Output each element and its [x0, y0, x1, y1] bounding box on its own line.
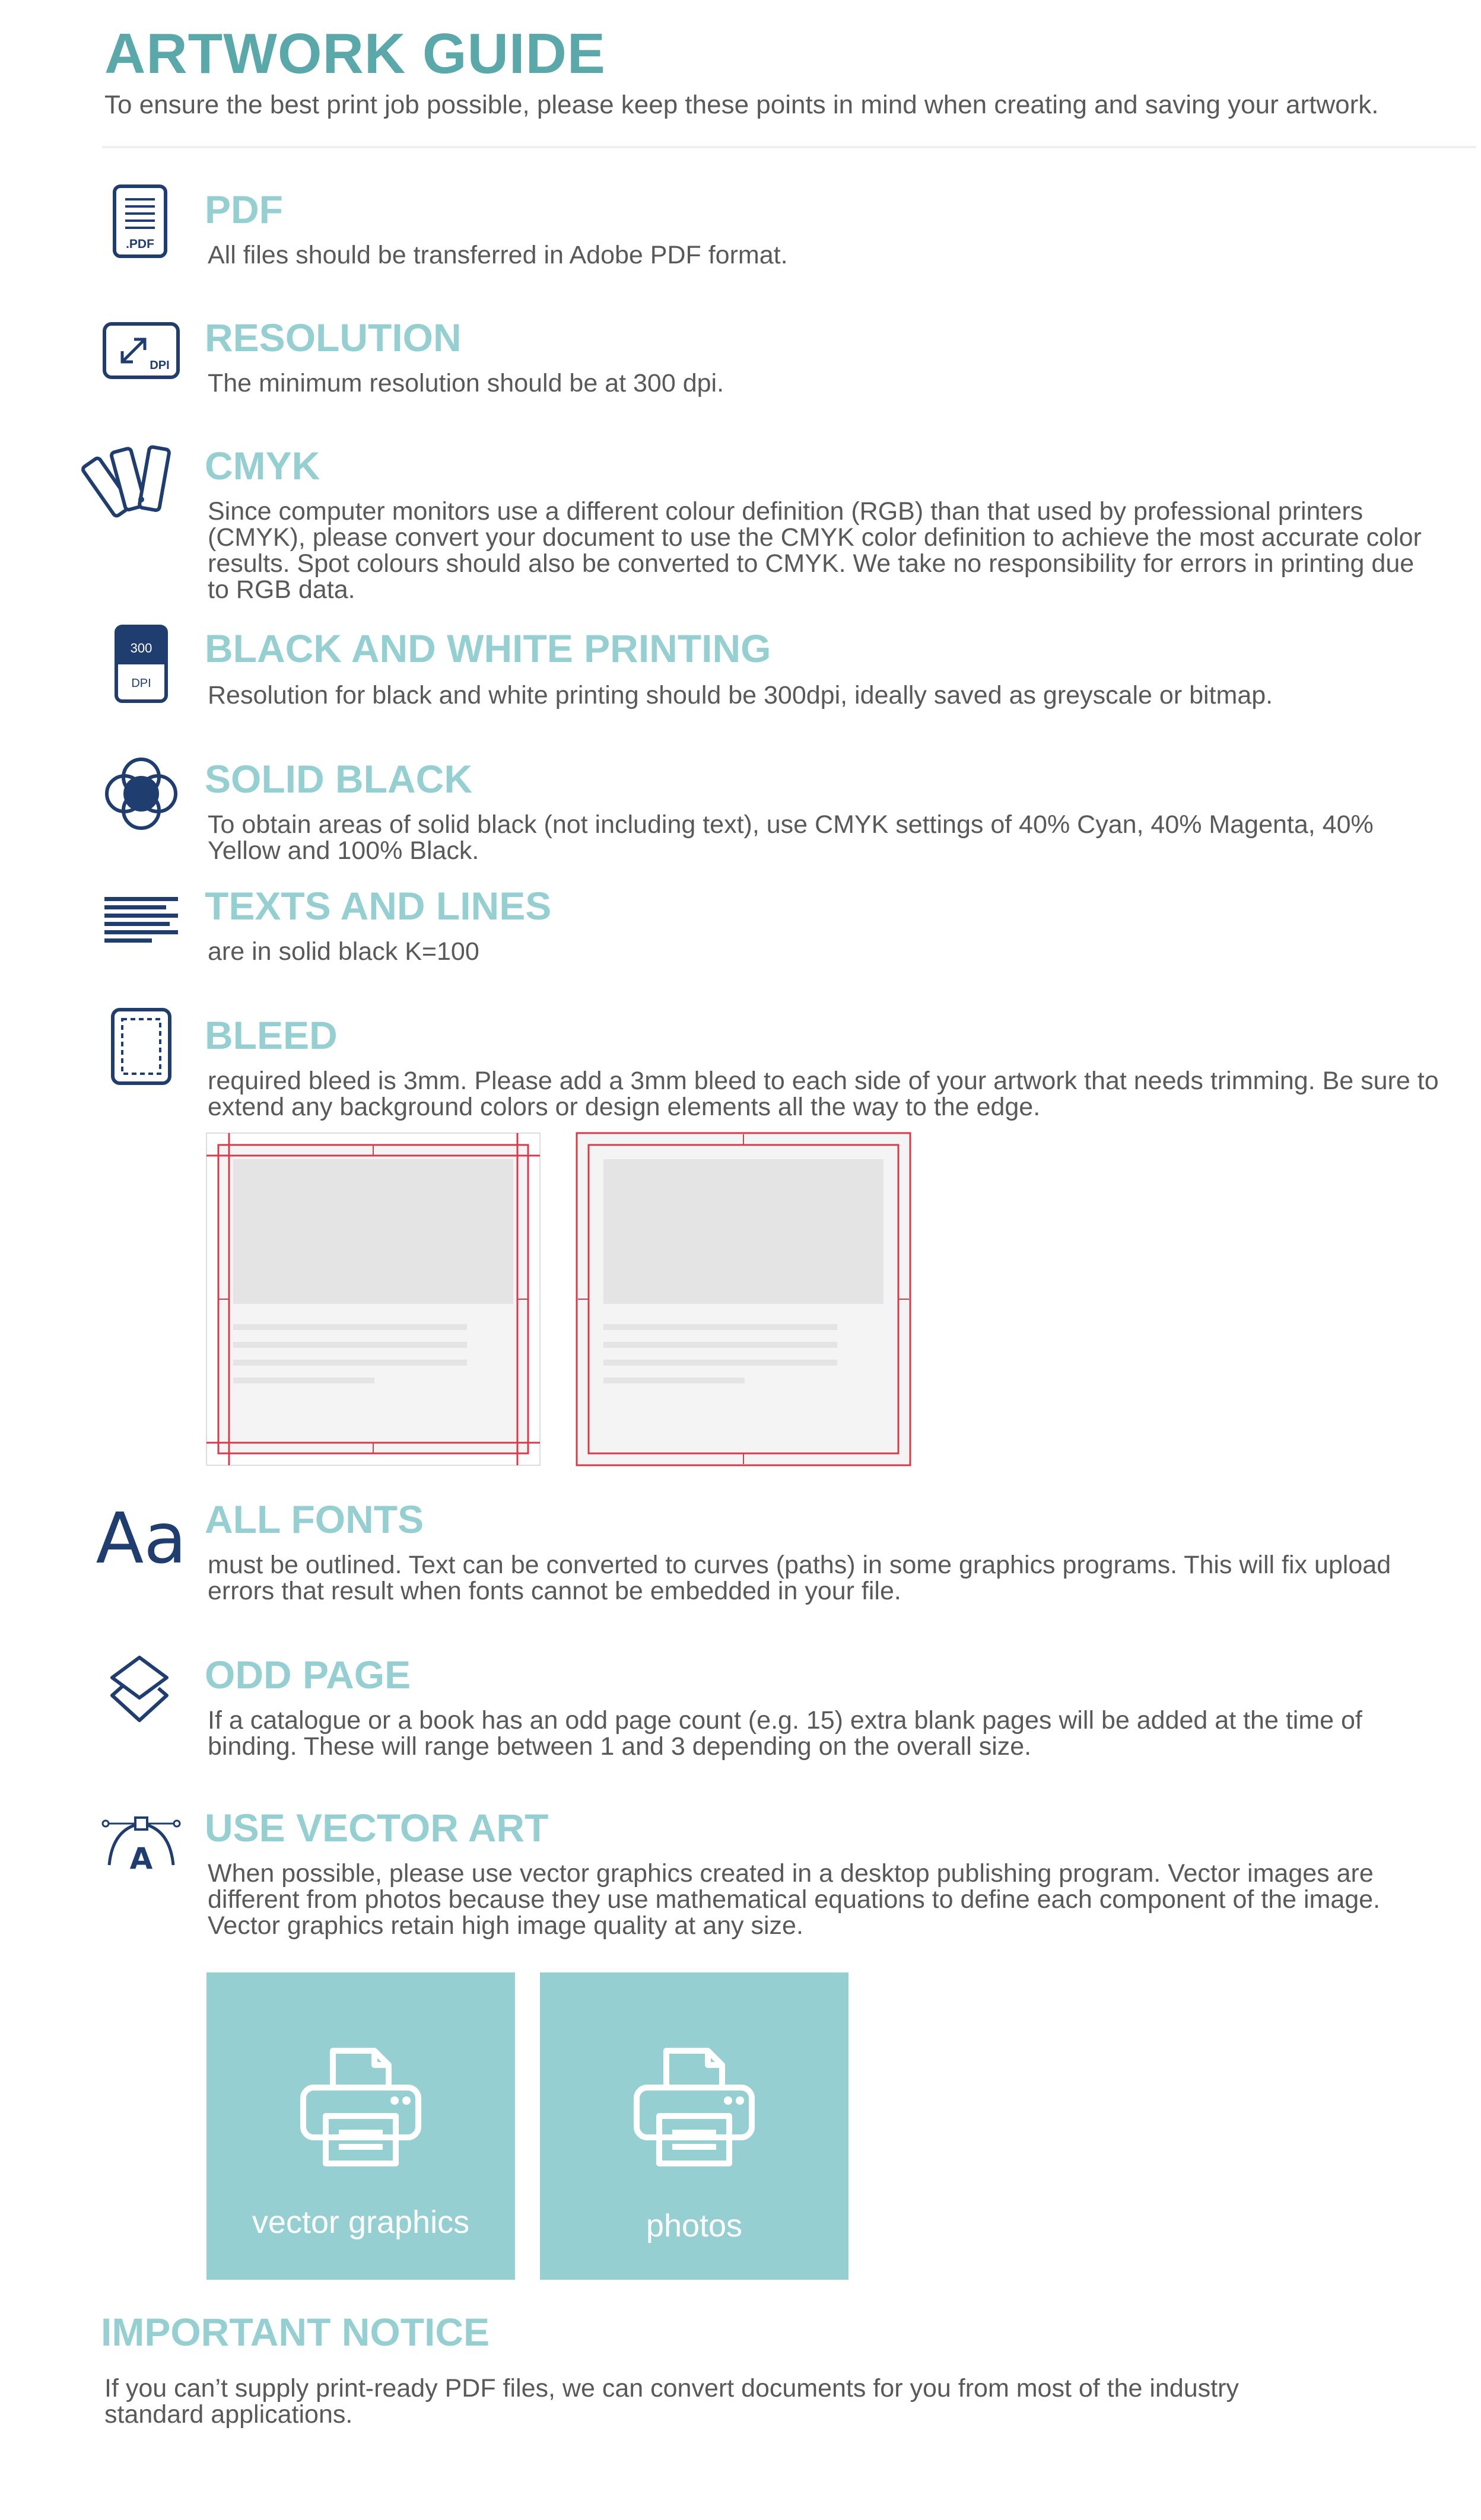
bleed-diagram-trim: [206, 1133, 540, 1465]
section-body: The minimum resolution should be at 300 dpi.: [208, 369, 724, 397]
bleed-diagram-extended: [577, 1133, 910, 1465]
notice-title: IMPORTANT NOTICE: [101, 2310, 490, 2354]
photos-tile: [540, 1972, 848, 2280]
section-title: SOLID BLACK: [205, 757, 472, 801]
page-title: ARTWORK GUIDE: [104, 22, 606, 85]
section-title: BLACK AND WHITE PRINTING: [205, 626, 771, 670]
pdf-icon-text: .PDF: [126, 237, 154, 251]
color-swatches-icon: [102, 440, 180, 518]
section-title: RESOLUTION: [205, 316, 462, 359]
section-title: PDF: [205, 187, 283, 231]
section-body: Since computer monitors use a different colour definition (RGB) than that used by professional printers (CMYK), please convert your document to use the CMYK color definition to achieve the most accurate color results. Spot colours should also be converted to CMYK. We take no responsibility for errors in printing due to RGB data.: [208, 497, 1422, 604]
vector-pen-icon: [102, 1815, 180, 1894]
section-title: BLEED: [205, 1013, 338, 1057]
300-icon-text: 300: [130, 641, 152, 656]
section-title: TEXTS AND LINES: [205, 884, 552, 928]
tile-label: photos: [646, 2208, 743, 2244]
printer-icon: [298, 2044, 423, 2168]
page-subtitle: To ensure the best print job possible, please keep these points in mind when creating and saving your artwork.: [104, 90, 1379, 119]
300-dpi-icon: [102, 624, 180, 702]
section-title: ODD PAGE: [205, 1653, 411, 1697]
printer-icon: [632, 2044, 757, 2168]
resolution-dpi-icon: [102, 322, 180, 400]
section-body: Resolution for black and white printing should be 300dpi, ideally saved as greyscale or bitmap.: [208, 681, 1273, 709]
font-aa-icon: [96, 1493, 187, 1579]
section-body: When possible, please use vector graphics created in a desktop publishing program. Vector images are different from photos because they use mathematical equations to define each component of the image. Vector graphics retain high image quality at any size.: [208, 1859, 1381, 1940]
section-title: CMYK: [205, 444, 320, 488]
header-divider: [102, 146, 1476, 148]
aa-icon-text: Aa: [96, 1497, 187, 1579]
bleed-frame-icon: [102, 1007, 180, 1086]
section-title: USE VECTOR ART: [205, 1806, 549, 1850]
vector-icon-text: A: [129, 1841, 153, 1876]
pdf-file-icon: [102, 184, 180, 262]
section-body: All files should be transferred in Adobe PDF format.: [208, 241, 788, 269]
section-body: To obtain areas of solid black (not including text), use CMYK settings of 40% Cyan, 40% Magenta, 40% Yellow and 100% Black.: [208, 810, 1374, 865]
text-lines-icon: [102, 896, 180, 974]
section-body: required bleed is 3mm. Please add a 3mm bleed to each side of your artwork that needs trimming. Be sure to extend any background colors or design elements all the way to the edge.: [208, 1067, 1439, 1121]
cmyk-circles-icon: [102, 755, 180, 833]
section-body: are in solid black K=100: [208, 937, 479, 966]
notice-body: If you can’t supply print-ready PDF files, we can convert documents for you from most of the industry standard applications.: [104, 2374, 1239, 2429]
section-body: must be outlined. Text can be converted to curves (paths) in some graphics programs. This will fix upload errors that result when fonts cannot be embedded in your file.: [208, 1551, 1391, 1605]
tile-label: vector graphics: [252, 2204, 470, 2240]
resolution-icon-text: DPI: [150, 359, 170, 372]
stacked-pages-icon: [102, 1654, 180, 1732]
section-title: ALL FONTS: [205, 1497, 424, 1541]
vector-graphics-tile: [206, 1972, 515, 2280]
dpi-icon-text: DPI: [131, 677, 151, 690]
section-body: If a catalogue or a book has an odd page count (e.g. 15) extra blank pages will be added at the time of binding. These will range between 1 and 3 depending on the overall size.: [208, 1706, 1362, 1761]
